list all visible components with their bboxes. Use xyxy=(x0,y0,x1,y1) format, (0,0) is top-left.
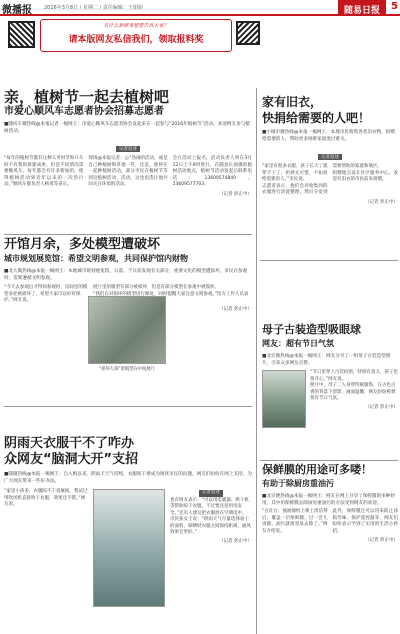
article-body: “每年的植树节都有这种义务时节和开车时不有我的新建成果，但是不同情况需要顺风车，每年都会有许多新加的，使得植树活动到近年以来的一次热行动。”顺风车群负责人杨勇等表示。 现场@本报记者：公“热闹的活动，或是自己种植树和草地一些，还是，使得在一起种植树活动，部分市民在植树节等到这植树活动，活动，这也也选让他共同关注环境的活动。 会在活动上报名，活动负责人将在3月12日上午9时进行，在随县长岗镇的植树活动地点，植树节活动发起后联系电话：13609574840、13609577703。 xyxy=(4,156,252,187)
article-body: “家里有很多衣服，孩子长大了就穿不下了，扔掉太可惜，不如捐给需要的人。”市民说。 志愿者表示，他们会对收集到的衣服进行清洗整理，然后分发到需要帮助的家庭和地区。 捐赠地点设在社区服务中心，欢迎有旧衣的市民前来捐赠。 xyxy=(262,164,398,195)
photo-block: “今天去参观后才得知参观时，房间里的模型多处被损坏了，希望大家可以好好保护。”网友说。 xyxy=(4,285,88,303)
column-divider xyxy=(256,88,257,634)
divider xyxy=(260,460,398,461)
subheadline: 有助于除厨房重油污 xyxy=(262,479,334,488)
article-body-left: “家里小孩多，衣服晾不干真麻烦，我试过用吹风机直接吹干衣服，效果还不错。”网友说。 xyxy=(4,489,88,507)
divider xyxy=(260,260,398,261)
subheadline: 城市规划展览馆：希望文明参观，共同保护馆内财物 xyxy=(4,254,188,263)
article-body-right: 记者追述 也有网友表示：“可以用电暖器、烘干机等帮助晾干衣服，不过要注意用电安全。”还有人建议把衣服放在空调房中。 市民张女士说：“阴雨天气尽量选择易干的面料，晾晒时衣服之间保持距离，通风效果会更好。” （记者 彭正中） xyxy=(170,490,252,544)
qr-code-icon xyxy=(8,21,35,48)
lead-paragraph: ■小城市微热线@本报一揭网王：本地市民收集各类旧衣物，捐赠给需要的人，帮助更多困难家庭度过难关。 xyxy=(262,130,395,142)
section-tag: 记者追述 xyxy=(318,154,342,160)
section-name: 微播报 xyxy=(2,5,32,16)
divider xyxy=(4,234,252,235)
promo-banner xyxy=(40,19,232,52)
lead-paragraph: ■随风车微热线@本报记者一揭网王：市爱心顺风车志愿者协会发起来在一起参与“2016年植树节”活动，欢迎网友参与植树活动。 xyxy=(4,122,250,134)
qr-code-icon xyxy=(236,21,260,45)
subheadline: 网友：超有节日气氛 xyxy=(262,339,334,348)
lead-paragraph: ■北京便热线@本报一揭网王：网友在网上分享了保鲜膜的多种妙用，其中用保鲜膜去除厨房重油污的方法受到网友的欢迎。 xyxy=(262,494,395,506)
headline: 保鲜膜的用途可多喽！ xyxy=(262,463,372,476)
byline: （记者 彭正中） xyxy=(365,538,398,543)
headline: 开馆月余，多处模型遭破坏 xyxy=(4,237,161,252)
exhibition-photo xyxy=(88,296,166,364)
headline: 家有旧衣， xyxy=(262,95,323,109)
banner-line2: 请本版网友私信我们，领取报料奖 xyxy=(68,35,204,45)
headline: 阴雨天衣服干不了咋办 xyxy=(4,436,135,451)
byline: （记者 彭正中） xyxy=(219,191,252,197)
newspaper-brand: 随易日报 xyxy=(338,0,386,16)
section-tag: 记者追述 xyxy=(116,146,140,152)
article-body: “在灶台、抽油烟机上喷上清洁剂后，覆盖一层保鲜膜，过一会儿再擦，油污就很容易去除了。”网友介绍说。 此外，保鲜膜还可以用来防止冰箱异味、保护遥控器等，网友们纷纷表示学到了实用的生活小妙招。 xyxy=(262,509,398,534)
article-body: 展厅里的模型有部分被损坏，但是有部分模型在参观中被毁坏。 “我们在对损坏的模型进行修复，同时提醒大家注意文明参观。”馆方工作人员表 （记者 彭正中） xyxy=(93,285,252,312)
lead-paragraph: ■随微热线@本报一揭网王：自入梅以来，阴雨天天气持续，衣服晾干难成为困扰市民的问题，网友们纷纷在网上支招，为广大网友带来一些好办法。 xyxy=(4,472,252,484)
article-body: “节日里穿上古装拍照，特别有意义，孩子也很开心。”网友说。 照片中，母子二人身穿传统服饰，在古色古香的背景下留影，画面温馨，网友纷纷称赞很有节日气氛。 （记者 彭正中） xyxy=(310,370,398,410)
lead-paragraph: ■北大微热线@本报一揭网王：本地城市规划展览馆，日前，于日前发现有关部分，重要文化的模型遭损坏，市民在参观时，需要遵循文明参观。 xyxy=(4,269,248,281)
article-donate-clothes xyxy=(262,94,398,259)
article-tree-planting xyxy=(4,88,252,248)
lead-paragraph: ■北京微热线@本报一揭网王：网友分享了一组母子古装造型照片，引来众多网友点赞。 xyxy=(262,354,391,366)
umbrella-photo xyxy=(93,489,165,607)
page-header xyxy=(0,0,400,16)
headline: 亲，植树节一起去植树吧 xyxy=(4,88,170,106)
costume-photo xyxy=(262,370,306,428)
page-number: 5 xyxy=(391,1,398,12)
section-tag: 记者追述 xyxy=(199,490,223,497)
photo-caption: “损坏大部”蛋模型在中间展厅 xyxy=(98,367,155,372)
subheadline: 市爱心顺风车志愿者协会招募志愿者 xyxy=(4,106,164,117)
article-costume-photo xyxy=(262,322,398,458)
byline: （记者 彭正中） xyxy=(365,199,398,205)
headline: 母子古装造型吸眼球 xyxy=(262,323,361,336)
issue-date: 2016年3月8日 / 星期二 / 责任编辑：王娟娟 xyxy=(44,5,143,11)
article-drying-clothes xyxy=(4,436,252,632)
headline-line2: 众网友“脑洞大开”支招 xyxy=(4,452,139,467)
headline-line2: 快捐给需要的人吧！ xyxy=(262,111,371,125)
divider xyxy=(4,406,252,407)
article-plastic-wrap xyxy=(262,462,398,632)
banner-line1: 有什么新鲜事想要告诉大家？ xyxy=(103,23,169,29)
